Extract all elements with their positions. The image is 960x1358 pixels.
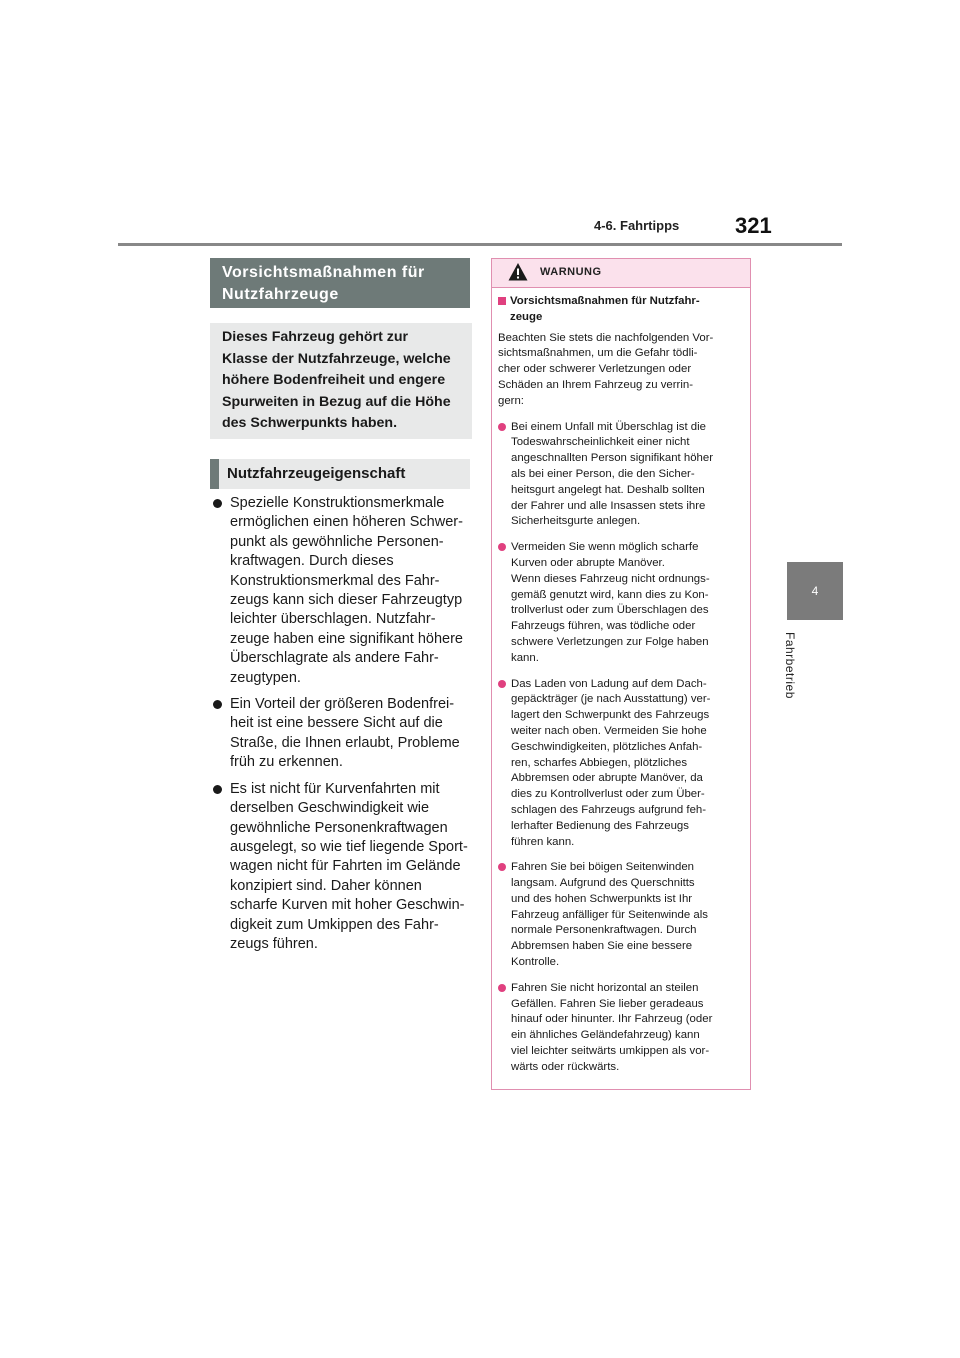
warning-item: Fahren Sie bei böigen Seitenwinden langsam. Aufgrund des Querschnitts und des hohen Schwerpunkts ist Ihr Fahrzeug anfälliger für Seitenwinde als normale Personenkraftwagen. Durch Abbremsen haben Sie eine bessere Kontrolle. bbox=[498, 860, 744, 971]
list-item: Es ist nicht für Kurvenfahrten mit derselben Geschwindigkeit wie gewöhnliche Personenkraftwagen ausgelegt, so wie tief liegende Sport- wagen nicht für Fahrten im Gelände konzipiert sind. Daher können scharfe Kurven mit hoher Geschwin- digkeit zum Umkippen des Fahr- zeugs führen. bbox=[210, 780, 472, 955]
subsection-heading: Nutzfahrzeugeigenschaft bbox=[210, 459, 470, 489]
warning-header bbox=[492, 259, 750, 288]
warning-item: Fahren Sie nicht horizontal an steilen Gefällen. Fahren Sie lieber geradeaus hinauf oder hinunter. Ihr Fahrzeug (oder ein ähnliches Geländefahrzeug) kann viel leichter seitwärts umkippen als vor- wärts oder rückwärts. bbox=[498, 981, 744, 1076]
page-number: 321 bbox=[735, 213, 772, 238]
bullet-icon bbox=[498, 680, 506, 688]
chapter-tab bbox=[787, 562, 843, 620]
square-bullet-icon bbox=[498, 297, 506, 305]
list-item: Spezielle Konstruktionsmerkmale ermöglichen einen höheren Schwer- punkt als gewöhnliche Personen- kraftwagen. Durch dieses Konstruktionsmerkmal des Fahr- zeugs kann sich dieser Fahrzeugtyp leichter überschlagen. Nutzfahr- zeuge haben eine signifikant höhere Überschlagrate als andere Fahr- zeugtypen. bbox=[210, 494, 472, 688]
warning-item: Vermeiden Sie wenn möglich scharfe Kurven oder abrupte Manöver. Wenn dieses Fahrzeug nicht ordnungs- gemäß genutzt wird, kann dies zu Kon- trollverlust oder zum Überschlagen des Fahrzeugs führen, was tödliche oder schwere Verletzungen zur Folge haben kann. bbox=[498, 540, 744, 666]
section-heading: Vorsichtsmaßnahmen für Nutzfahrzeuge bbox=[210, 258, 470, 308]
warning-body bbox=[492, 288, 750, 1076]
warning-list bbox=[498, 420, 744, 1076]
warning-title: WARNUNG bbox=[540, 266, 602, 278]
warning-intro: Beachten Sie stets die nachfolgenden Vor- sichtsmaßnahmen, um die Gefahr tödli- cher oder schwerer Verletzungen oder Schäden an Ihrem Fahrzeug zu verrin- gern: bbox=[498, 331, 714, 407]
bullet-icon bbox=[498, 423, 506, 431]
bullet-icon bbox=[498, 543, 506, 551]
list-item: Ein Vorteil der größeren Bodenfrei- heit ist eine bessere Sicht auf die Straße, die Ihnen erlaubt, Probleme früh zu erkennen. bbox=[210, 695, 472, 773]
warning-triangle-icon bbox=[508, 262, 528, 282]
chapter-title: Fahrbetrieb bbox=[783, 632, 797, 699]
warning-item: Das Laden von Ladung auf dem Dach- gepäckträger (je nach Ausstattung) ver- lagert den Schwerpunkt des Fahrzeugs weiter nach oben. Vermeiden Sie hohe Geschwindigkeiten, plötzliches Anfah- ren, scharfes Abbiegen, plötzliches Abbremsen oder abrupte Manöver, da dies zu Kontrollverlust oder zum Über- schlagen des Fahrzeugs aufgrund feh- lerhafter Bedienung des Fahrzeugs führen kann. bbox=[498, 677, 744, 851]
feature-list bbox=[210, 494, 472, 961]
bullet-icon bbox=[498, 984, 506, 992]
header-rule bbox=[118, 243, 842, 246]
intro-box: Dieses Fahrzeug gehört zur Klasse der Nutzfahrzeuge, welche höhere Bodenfreiheit und engere Spurweiten in Bezug auf die Höhe des Schwerpunkts haben. bbox=[210, 323, 472, 439]
warning-item: Bei einem Unfall mit Überschlag ist die Todeswahrscheinlichkeit einer nicht angeschnallten Person signifikant höher als bei einer Person, die den Sicher- heitsgurt angelegt hat. Deshalb sollten der Fahrer und alle Insassen stets ihre Sicherheitsgurte anlegen. bbox=[498, 420, 744, 531]
bullet-icon bbox=[498, 863, 506, 871]
warning-box bbox=[491, 258, 751, 1090]
warning-subheading: Vorsichtsmaßnahmen für Nutzfahr- zeuge bbox=[498, 294, 744, 326]
section-label: 4-6. Fahrtipps bbox=[594, 218, 680, 233]
chapter-number: 4 bbox=[811, 584, 819, 598]
bullet-icon bbox=[213, 700, 222, 709]
bullet-icon bbox=[213, 499, 222, 508]
bullet-icon bbox=[213, 785, 222, 794]
